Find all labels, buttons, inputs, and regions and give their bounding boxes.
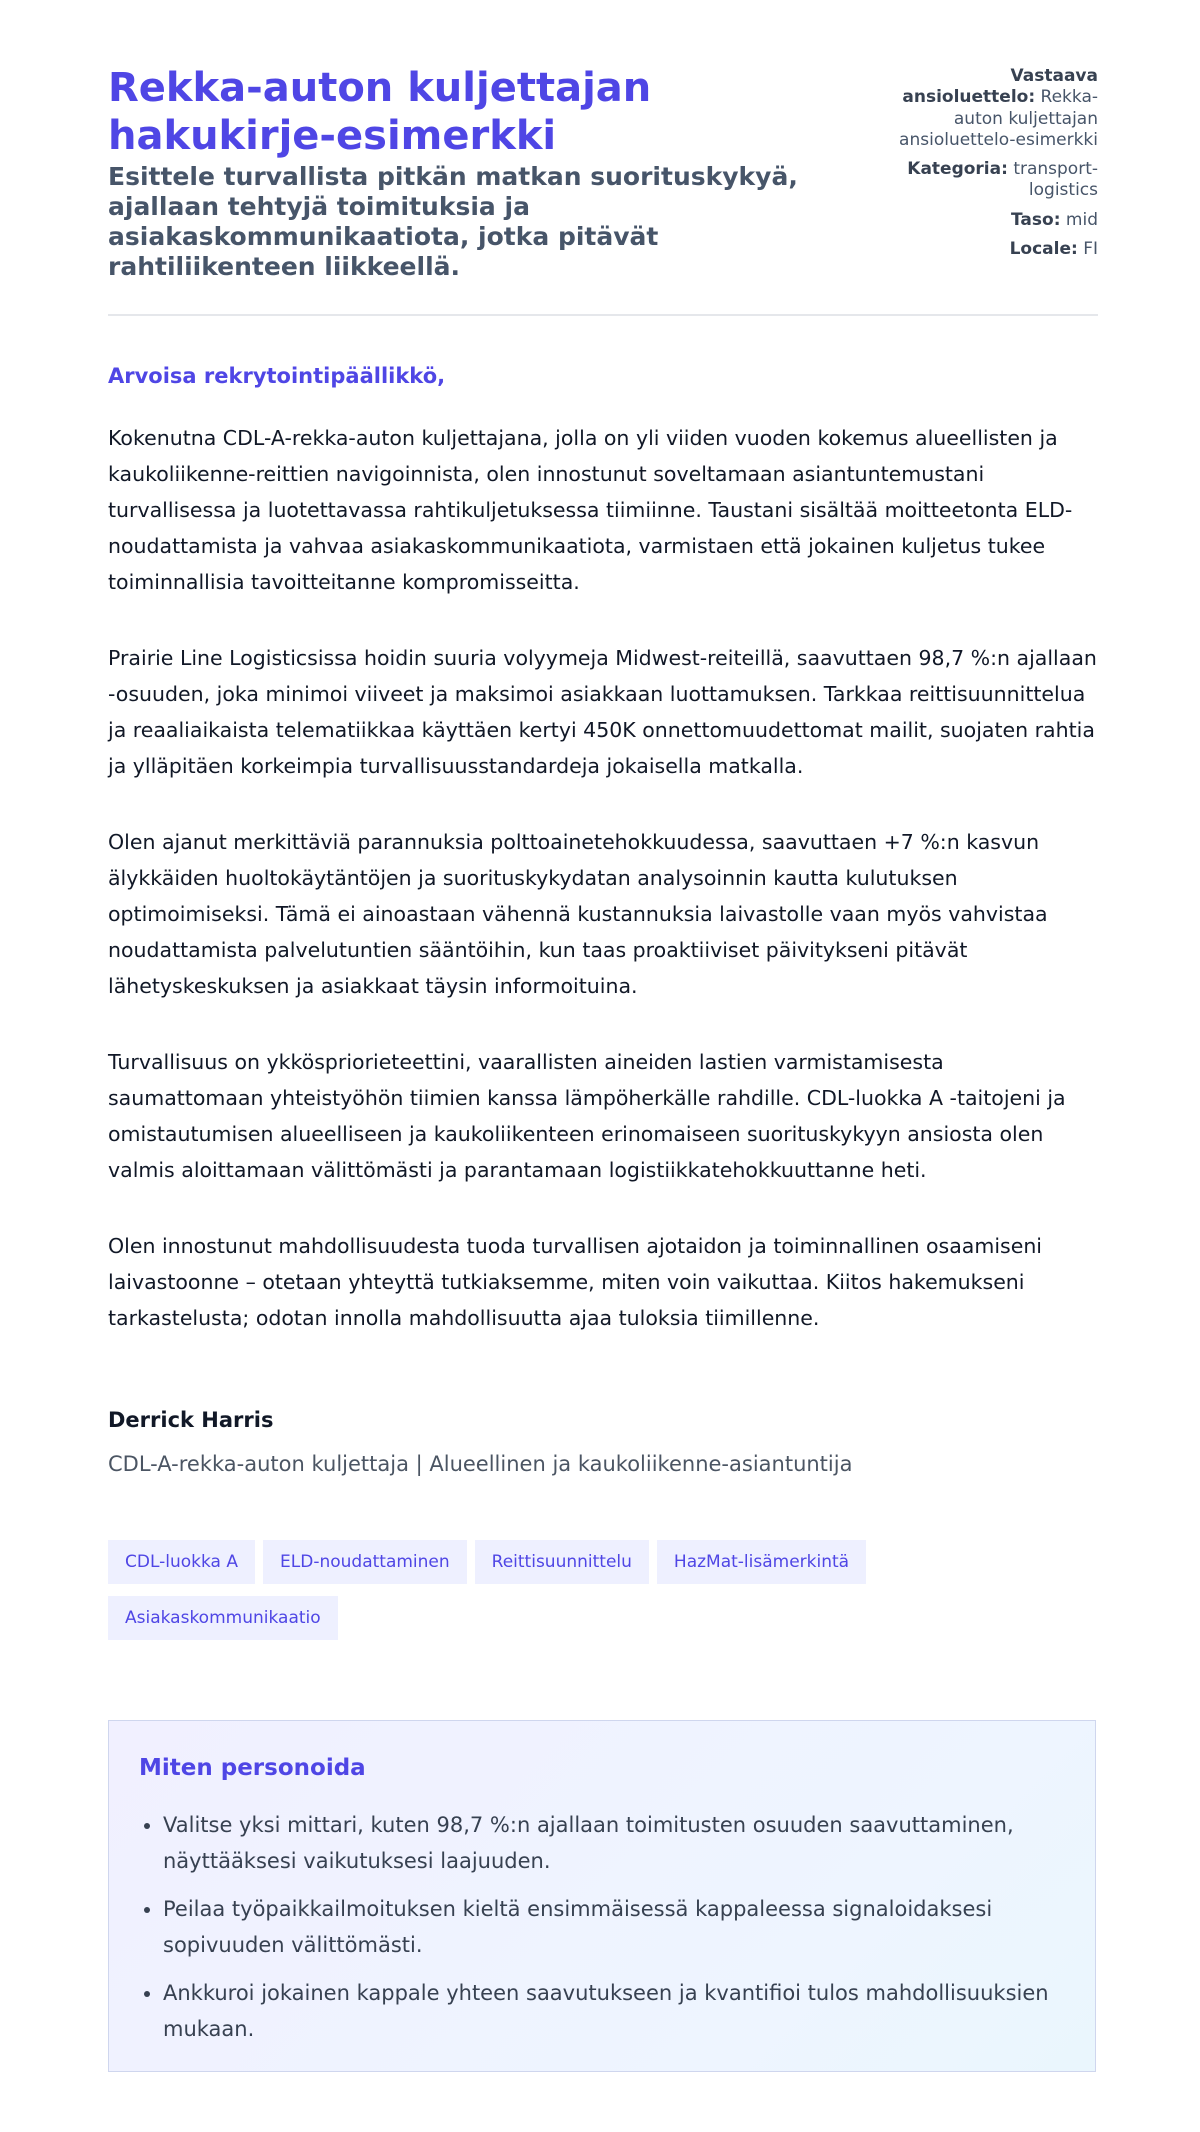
tips-list	[135, 1807, 1083, 2059]
letter-greeting: Arvoisa rekrytointipäällikkö,	[108, 364, 446, 388]
meta-level	[878, 210, 1098, 231]
meta-category-label: Kategoria:	[907, 159, 1008, 179]
signature-name: Derrick Harris	[108, 1408, 274, 1432]
personalization-tips-box	[108, 1720, 1096, 2072]
skill-tags	[108, 1540, 1098, 1652]
meta-panel	[878, 66, 1098, 268]
letter-paragraph: Prairie Line Logisticsissa hoidin suuria volyymeja Midwest-reiteillä, saavuttaen 98,7 %:n ajallaan -osuuden, joka minimoi viiveet ja maksimoi asiakkaan luottamuksen. Tarkkaa reittisuunnittelua ja reaaliaikaista telematiikkaa käyttäen kertyi 450K onnettomuudettomat mailit, suojaten rahtia ja ylläpitäen korkeimpia turvallisuusstandardeja jokaisella matkalla.	[108, 646, 1097, 778]
skill-tag: ELD-noudattaminen	[263, 1540, 467, 1584]
letter-paragraph: Kokenutna CDL-A-rekka-auton kuljettajana, jolla on yli viiden vuoden kokemus alueellisten ja kaukoliikenne-reittien navigoinnista, olen innostunut soveltamaan asiantuntemustani turvallisessa ja luotettavassa rahtikuljetuksessa tiimiinne. Taustani sisältää moitteetonta ELD-noudattamista ja vahvaa asiakaskommunikaatiota, varmistaen että jokainen kuljetus tukee toiminnallisia tavoitteitanne kompromisseitta.	[108, 426, 1073, 594]
tips-item: • Peilaa työpaikkailmoituksen kieltä ensimmäisessä kappaleessa signaloidaksesi sopivuuden välittömästi.	[163, 1891, 1083, 1963]
letter-paragraph: Olen innostunut mahdollisuudesta tuoda turvallisen ajotaidon ja toiminnallinen osaamiseni laivastoonne – otetaan yhteyttä tutkiaksemme, miten voin vaikuttaa. Kiitos hakemukseni tarkastelusta; odotan innolla mahdollisuutta ajaa tuloksia tiimillenne.	[108, 1234, 1043, 1330]
skill-tag: Asiakaskommunikaatio	[108, 1596, 338, 1640]
letter-body	[108, 420, 1098, 1376]
signature-title: CDL-A-rekka-auton kuljettaja | Alueellinen ja kaukoliikenne-asiantuntija	[108, 1452, 853, 1476]
skill-tag: Reittisuunnittelu	[475, 1540, 649, 1584]
meta-category	[878, 159, 1098, 202]
skill-tag: CDL-luokka A	[108, 1540, 255, 1584]
letter-paragraph: Turvallisuus on ykköspriorieteettini, vaarallisten aineiden lastien varmistamisesta saumattomaan yhteistyöhön tiimien kanssa lämpöherkälle rahdille. CDL-luokka A -taitojeni ja omistautumisen alueelliseen ja kaukoliikenteen erinomaiseen suorituskykyyn ansiosta olen valmis aloittamaan välittömästi ja parantamaan logistiikkatehokkuuttanne heti.	[108, 1050, 1066, 1182]
letter-paragraph: Olen ajanut merkittäviä parannuksia polttoainetehokkuudessa, saavuttaen +7 %:n kasvun älykkäiden huoltokäytäntöjen ja suorituskykydatan analysoinnin kautta kulutuksen optimoimiseksi. Tämä ei ainoastaan vähennä kustannuksia laivastolle vaan myös vahvistaa noudattamista palvelutuntien sääntöihin, kun taas proaktiiviset päivitykseni pitävät lähetyskeskuksen ja asiakkaat täysin informoituina.	[108, 830, 1048, 998]
page-subtitle: Esittele turvallista pitkän matkan suorituskykyä, ajallaan tehtyjä toimituksia ja asiakaskommunikaatiota, jotka pitävät rahtiliikenteen liikkeellä.	[108, 162, 798, 281]
header-divider	[108, 314, 1098, 316]
meta-related-resume	[878, 66, 1098, 151]
meta-category-value: transport-logistics	[1013, 159, 1098, 201]
tips-item: • Valitse yksi mittari, kuten 98,7 %:n ajallaan toimitusten osuuden saavuttaminen, näyttääksesi vaikutuksesi laajuuden.	[163, 1807, 1083, 1879]
tips-title: Miten personoida	[139, 1755, 366, 1781]
page-title: Rekka-auton kuljettajan hakukirje-esimerkki	[108, 65, 652, 159]
meta-level-label: Taso:	[1011, 209, 1061, 230]
meta-related-label: Vastaava ansioluettelo:	[902, 66, 1098, 108]
skill-tag: HazMat-lisämerkintä	[657, 1540, 866, 1584]
tips-item: • Ankkuroi jokainen kappale yhteen saavutukseen ja kvantifioi tulos mahdollisuuksien mukaan.	[163, 1975, 1083, 2047]
meta-related-value: Rekka-auton kuljettajan ansioluettelo-esimerkki	[899, 87, 1098, 150]
meta-locale-label: Locale:	[1009, 238, 1078, 259]
meta-locale-value: FI	[1083, 238, 1098, 259]
meta-level-value: mid	[1065, 209, 1098, 230]
meta-locale	[878, 239, 1098, 260]
